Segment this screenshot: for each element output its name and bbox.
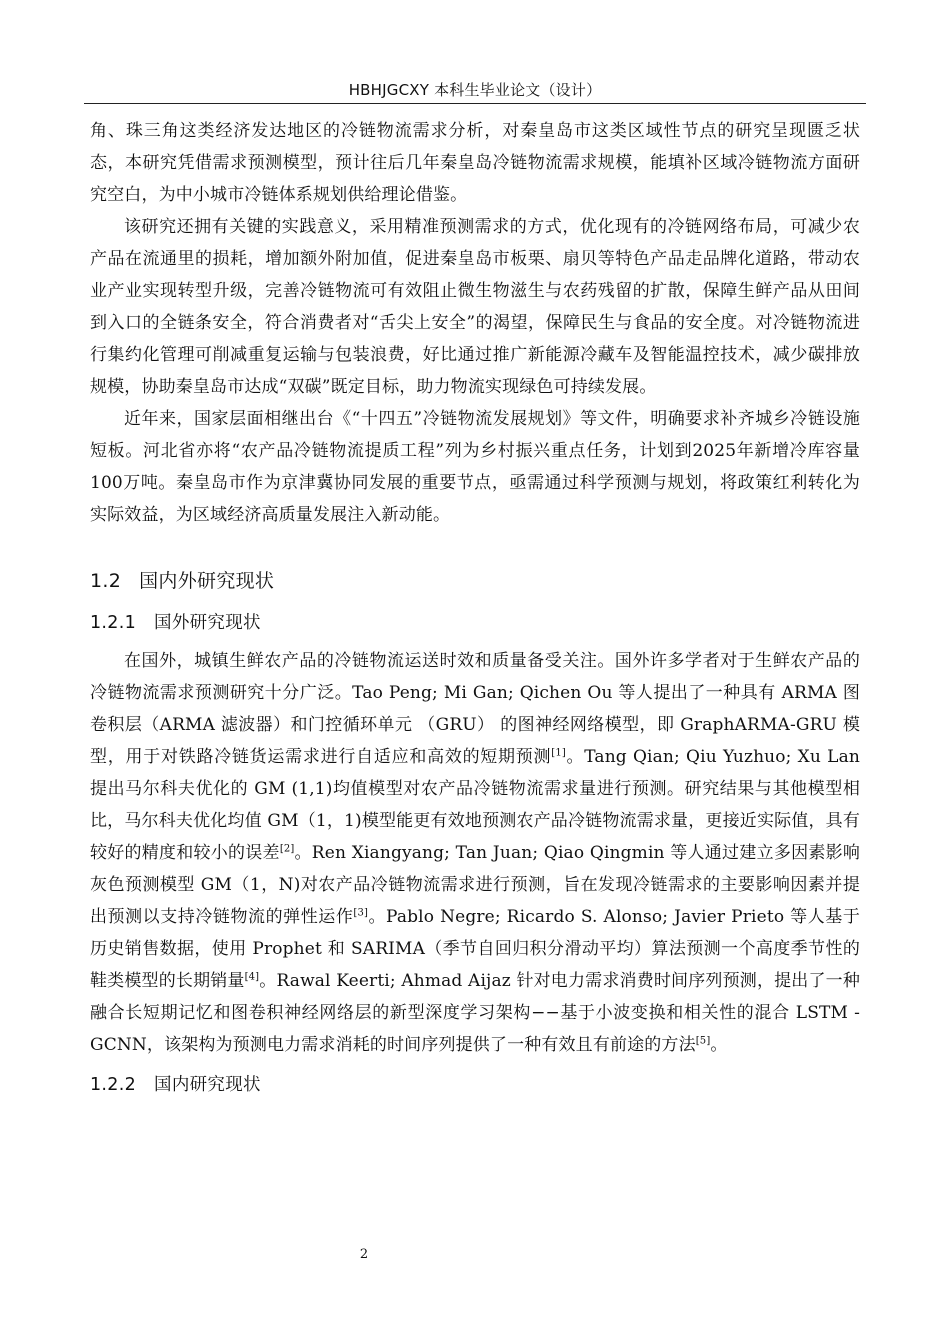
subsection-number: 1.2.2 <box>90 1075 137 1095</box>
citation-3[interactable]: [3] <box>353 907 369 919</box>
subsection-heading-1-2-1 <box>90 609 860 637</box>
paragraph-practical-significance: 该研究还拥有关键的实践意义，采用精准预测需求的方式，优化现有的冷链网络布局，可减少农产品在流通里的损耗，增加额外附加值，促进秦皇岛市板栗、扇贝等特色产品走品牌化道路，带动农业产业实现转型升级，完善冷链物流可有效阻止微生物滋生与农药残留的扩散，保障生鲜产品从田间到入口的全链条安全，符合消费者对“舌尖上安全”的渴望，保障民生与食品的安全度。对冷链物流进行集约化管理可削减重复运输与包装浪费，好比通过推广新能源冷藏车及智能温控技术，减少碳排放规模，协助秦皇岛市达成“双碳”既定目标，助力物流实现绿色可持续发展。 <box>90 217 860 397</box>
running-header: HBHJGCXY 本科生毕业论文（设计） <box>348 81 602 99</box>
paragraph-continued: 角、珠三角这类经济发达地区的冷链物流需求分析，对秦皇岛市这类区域性节点的研究呈现匮乏状态，本研究凭借需求预测模型，预计往后几年秦皇岛冷链物流需求规模，能填补区域冷链物流方面研究空白，为中小城市冷链体系规划供给理论借鉴。 <box>90 121 860 205</box>
page-number: 2 <box>359 1247 369 1262</box>
citation-1[interactable]: [1] <box>551 747 566 759</box>
subsection-title: 国外研究现状 <box>154 613 261 633</box>
page-body <box>90 115 860 1107</box>
header-divider <box>84 103 866 104</box>
section-heading-1-2 <box>90 567 860 595</box>
paragraph-policy-background: 近年来，国家层面相继出台《“十四五”冷链物流发展规划》等文件，明确要求补齐城乡冷链设施短板。河北省亦将“农产品冷链物流提质工程”列为乡村振兴重点任务，计划到2025年新增冷库容量100万吨。秦皇岛市作为京津冀协同发展的重要节点，亟需通过科学预测与规划，将政策红利转化为实际效益，为区域经济高质量发展注入新动能。 <box>90 409 860 525</box>
paragraph-foreign-research <box>90 645 860 1061</box>
citation-4[interactable]: [4] <box>244 971 260 983</box>
subsection-title: 国内研究现状 <box>154 1075 261 1095</box>
section-number: 1.2 <box>90 570 122 592</box>
subsection-number: 1.2.1 <box>90 613 137 633</box>
section-title: 国内外研究现状 <box>139 570 275 592</box>
paragraph-text: 。Pablo Negre; Ricardo S. Alonso; Javier Prieto 等人基于历史销售数据，使用 Prophet 和 SARIMA（季节自回归积分滑动平均）算法预测一个高度季节性的鞋类模型的长期销量 <box>90 907 860 991</box>
citation-2[interactable]: [2] <box>279 843 295 855</box>
paragraph-text: 。Rawal Keerti; Ahmad Aijaz 针对电力需求消费时间序列预测，提出了一种融合长短期记忆和图卷积神经网络层的新型深度学习架构−−基于小波变换和相关性的混合 LSTM - GCNN，该架构为预测电力需求消耗的时间序列提供了一种有效且有前途的方法 <box>90 971 860 1055</box>
subsection-heading-1-2-2 <box>90 1071 860 1099</box>
paragraph-text: 。 <box>710 1035 728 1055</box>
paragraph-text: 在国外，城镇生鲜农产品的冷链物流运送时效和质量备受关注。国外许多学者对于生鲜农产品的冷链物流需求预测研究十分广泛。Tao Peng; Mi Gan; Qichen Ou 等人提出了一种具有 ARMA 图卷积层（ARMA 滤波器）和门控循环单元 （GRU） 的图神经网络模型，即 GraphARMA-GRU 模型，用于对铁路冷链货运需求进行自适应和高效的短期预测 <box>90 651 860 767</box>
citation-5[interactable]: [5] <box>695 1035 711 1047</box>
paragraph-text: 。Tang Qian; Qiu Yuzhuo; Xu Lan 提出马尔科夫优化的 GM (1,1)均值模型对农产品冷链物流需求量进行预测。研究结果与其他模型相比，马尔科夫优化均值 GM（1，1)模型能更有效地预测农产品冷链物流需求量，更接近实际值，具有较好的精度和较小的误差 <box>90 747 860 863</box>
paragraph-text: 。Ren Xiangyang; Tan Juan; Qiao Qingmin 等人通过建立多因素影响灰色预测模型 GM（1，N)对农产品冷链物流需求进行预测，旨在发现冷链需求的主要影响因素并提出预测以支持冷链物流的弹性运作 <box>90 843 860 927</box>
